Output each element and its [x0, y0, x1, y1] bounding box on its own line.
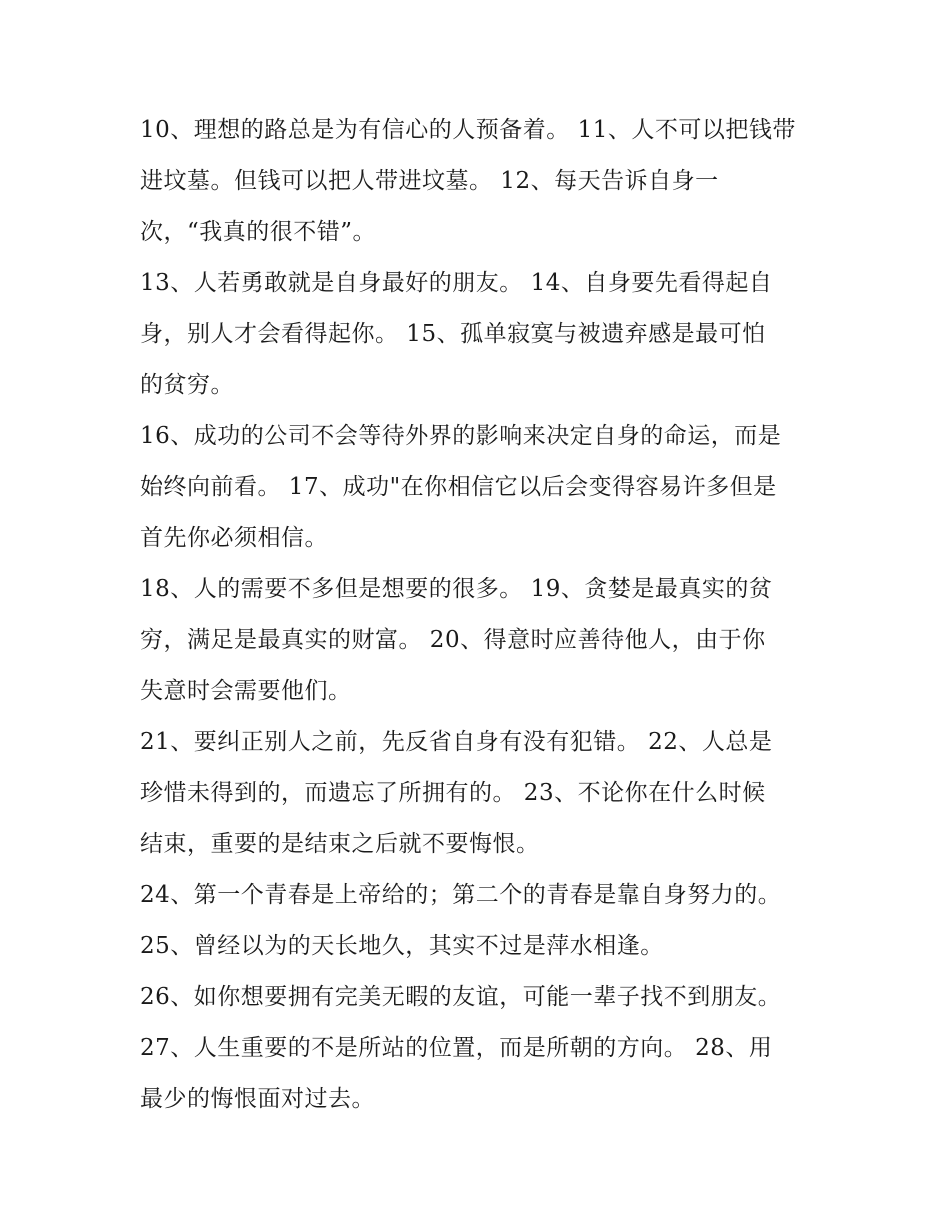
text-line: 的贫穷。 [140, 372, 234, 398]
text-line: 身，别人才会看得起你。 15、孤单寂寞与被遗弃感是最可怕 [140, 321, 766, 347]
text-line: 最少的悔恨面对过去。 [140, 1086, 375, 1112]
text-line: 13、人若勇敢就是自身最好的朋友。 14、自身要先看得起自 [140, 270, 773, 296]
text-line: 21、要纠正别人之前，先反省自身有没有犯错。 22、人总是 [140, 729, 773, 755]
text-line: 18、人的需要不多但是想要的很多。 19、贪婪是最真实的贫 [140, 576, 773, 602]
text-line: 进坟墓。但钱可以把人带进坟墓。 12、每天告诉自身一 [140, 168, 719, 194]
text-line: 26、如你想要拥有完美无暇的友谊，可能一辈子找不到朋友。 [140, 984, 782, 1010]
text-line: 次，“我真的很不错”。 [140, 219, 377, 245]
text-line: 25、曾经以为的天长地久，其实不过是萍水相逢。 [140, 933, 664, 959]
quote-text-block [140, 105, 830, 1125]
text-line: 珍惜未得到的，而遗忘了所拥有的。 23、不论你在什么时候 [140, 780, 766, 806]
text-line: 16、成功的公司不会等待外界的影响来决定自身的命运，而是 [140, 423, 782, 449]
text-line: 10、理想的路总是为有信心的人预备着。 11、人不可以把钱带 [140, 117, 796, 143]
text-line: 结束，重要的是结束之后就不要悔恨。 [140, 831, 540, 857]
text-line: 24、第一个青春是上帝给的；第二个的青春是靠自身努力的。 [140, 882, 782, 908]
text-line: 穷，满足是最真实的财富。 20、得意时应善待他人，由于你 [140, 627, 766, 653]
text-line: 首先你必须相信。 [140, 525, 328, 551]
text-line: 始终向前看。 17、成功"在你相信它以后会变得容易许多但是 [140, 474, 777, 500]
text-line: 失意时会需要他们。 [140, 678, 352, 704]
text-line: 27、人生重要的不是所站的位置，而是所朝的方向。 28、用 [140, 1035, 773, 1061]
